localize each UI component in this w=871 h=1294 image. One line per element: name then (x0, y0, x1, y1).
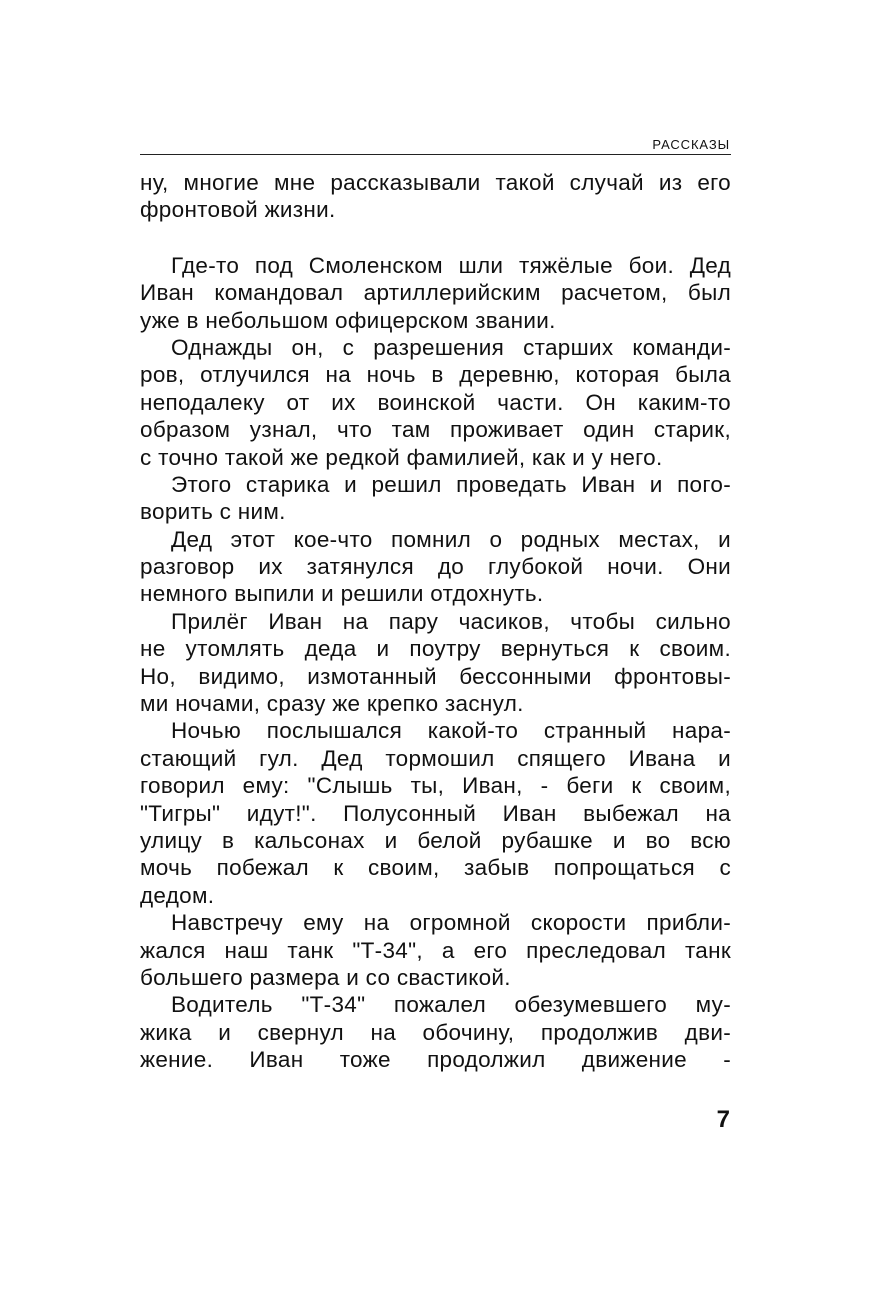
text-line: Дед этот кое-что помнил о родных местах, и (171, 526, 731, 552)
body-text (140, 169, 731, 1074)
text-line: Ночью послышался какой-то странный нара- (171, 718, 731, 744)
text-line: Где-то под Смоленском шли тяжёлые бои. Дед (171, 252, 731, 278)
text-line: стающий гул. Дед тормошил спящего Ивана и (140, 745, 731, 771)
text-line: Водитель "Т-34" пожалел обезумевшего му- (171, 992, 731, 1018)
paragraph (140, 608, 731, 718)
text-line: немного выпили и решили отдохнуть. (140, 581, 544, 607)
paragraph (140, 169, 731, 224)
text-line: жика и свернул на обочину, продолжив дви- (140, 1019, 731, 1045)
text-line: неподалеку от их воинской части. Он каким-то (140, 389, 731, 415)
text-line: образом узнал, что там проживает один старик, (140, 417, 731, 443)
text-line: Прилёг Иван на пару часиков, чтобы сильно (171, 608, 731, 634)
text-line: "Тигры" идут!". Полусонный Иван выбежал на (140, 800, 731, 826)
text-line: Но, видимо, измотанный бессонными фронтовы- (140, 663, 731, 689)
text-line: Этого старика и решил проведать Иван и пого- (171, 471, 731, 497)
paragraph-gap (140, 224, 731, 252)
paragraph (140, 334, 731, 471)
paragraph (140, 991, 731, 1073)
text-line: ми ночами, сразу же крепко заснул. (140, 691, 524, 717)
text-line: мочь побежал к своим, забыв попрощаться с (140, 855, 731, 881)
text-line: Иван командовал артиллерийским расчетом, был (140, 280, 731, 306)
paragraph (140, 909, 731, 991)
text-line: жение. Иван тоже продолжил движение - (140, 1047, 731, 1073)
text-line: дедом. (140, 882, 215, 908)
text-line: жался наш танк "Т-34", а его преследовал танк (140, 937, 731, 963)
paragraph (140, 526, 731, 608)
text-line: с точно такой же редкой фамилией, как и у него. (140, 444, 663, 470)
text-line: фронтовой жизни. (140, 197, 336, 223)
text-line: не утомлять деда и поутру вернуться к своим. (140, 636, 731, 662)
page-number: 7 (716, 1106, 730, 1133)
text-line: ну, многие мне рассказывали такой случай из его (140, 170, 731, 195)
text-line: уже в небольшом офицерском звании. (140, 307, 556, 333)
text-line: говорил ему: "Слышь ты, Иван, - беги к своим, (140, 773, 731, 799)
header-rule (140, 154, 731, 155)
text-line: ров, отлучился на ночь в деревню, которая была (140, 362, 731, 388)
paragraph (140, 252, 731, 334)
text-line: Навстречу ему на огромной скорости прибли- (171, 910, 731, 936)
paragraph (140, 471, 731, 526)
text-line: разговор их затянулся до глубокой ночи. Они (140, 554, 731, 580)
text-line: большего размера и со свастикой. (140, 964, 511, 990)
text-line: Однажды он, с разрешения старших команди- (171, 334, 731, 360)
running-title: РАССКАЗЫ (652, 137, 730, 152)
text-line: улицу в кальсонах и белой рубашке и во всю (140, 827, 731, 853)
text-line: ворить с ним. (140, 499, 286, 525)
paragraph (140, 717, 731, 909)
